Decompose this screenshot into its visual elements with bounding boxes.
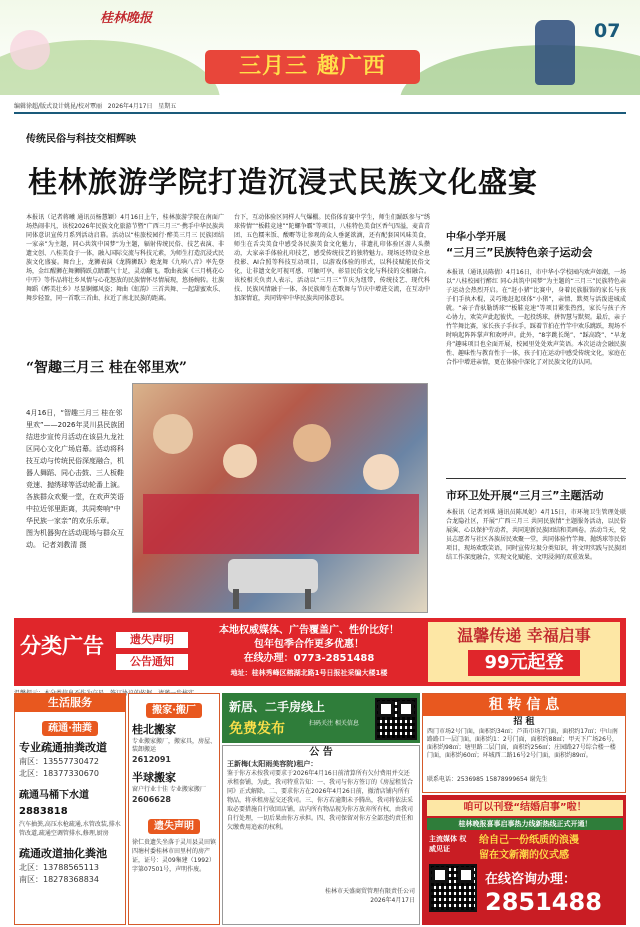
lost-notice-tag: 遗失声明 [116, 632, 188, 648]
rental-box [422, 693, 626, 793]
ad-promo-text [200, 624, 418, 680]
flower-decoration [10, 30, 50, 70]
lead-column-2: 台下，互动体验区同样人气爆棚。民俗体育赛中学生，师生们踊跃参与“绣球传情”“板鞋竞速”“陀螺争霸”等项目，八桂特色美食区香气四溢，麦苗青团、五色糯米饭、酸嘢等让参观的众人垂涎欲滴，还有配套国风味美食，师生在舌尖美食中感受各民族美食文化魅力，非遗扎印体验区游人头攒动，大家亲手体验扎印技艺，感受传统技艺的独特魅力。现场还特设全息投影、AI合照等科技互动项目，以游戏体验的形式，以科技赋能民俗文化，让非遗文化可视可感、可触可享，彰显民俗文化与科技的交相融合。该校相关负责人表示，活动以“三月三”节庆为纽带，传统技艺、现代科技、民族风情融于一体，各民族师生在歌舞与节庆中增进交流，在互动中加深情谊，共同铸牢中华民族共同体意识。 [234, 214, 430, 302]
notice-recipient: 王新梅(太阳雨美容院)租户： [227, 760, 318, 768]
moving2-desc: 窗户行业十佳 专业搬家搬厂 [132, 786, 206, 793]
moving1-desc: 专业搬家搬厂，搬家具，房屋、装卸搬运 [132, 738, 217, 753]
wedding-notice-box [422, 795, 626, 925]
notice-title: 公 告 [309, 747, 333, 758]
photo-figure [153, 414, 193, 454]
qr-code-icon[interactable] [375, 698, 417, 740]
notice-date: 2026年4月17日 [370, 897, 415, 904]
wedding-phone-label: 在线咨询办理： [485, 872, 577, 887]
editor-line [14, 101, 176, 110]
ad-promo-line2: 包年包季合作更多优惠！ [254, 639, 364, 650]
photo-figure [293, 424, 331, 462]
page-banner [0, 0, 640, 95]
feature-caption-text: 4月16日，“智趣三月三 桂在邻里欢”——2026年灵川县民族团结进步宣传月活动在该县九龙社区同心文化广场启幕。活动将科技互动与传统民俗深度融合，机器人舞蹈、同心击鼓、三人板鞋竞速、抛绣球等活动轮番上演。各族群众欢聚一堂，在欢声笑语中拉近邻里距离，共同奏响“中华民族一家亲”的欢乐乐章。 [26, 409, 125, 525]
story-divider [446, 478, 626, 479]
ad-promo-line1: 本地权威媒体、广告覆盖广、性价比好！ [219, 625, 399, 636]
banner-hill [400, 45, 640, 95]
septic-ad-title: 疏通改道抽化粪池 [19, 847, 107, 860]
page-number: 07 [594, 20, 621, 42]
wedding-notice-ad [428, 622, 620, 682]
classified-ads-title: 分类广告 [20, 634, 104, 658]
wedding-phone: 2851488 [485, 888, 602, 916]
wedding-box3: 留在文新潮的仪式感 [479, 850, 569, 861]
edition-title: 三月三 趣广西 [205, 50, 420, 84]
feature-caption [26, 407, 126, 607]
rental-body: 西门市场2号门面，面积约34㎡；芦笛市场7门面，面积约17㎡；中山南路路口一层门面，面积约1：2号门面，面积约88㎡；甲天下广场26号，面积约98㎡；塘里路二层门面，面积约256㎡；庄园路27号综合楼一楼门面，面积约60㎡；环城西二路16号2号门面，面积约89㎡。 [427, 728, 618, 759]
issue-weekday: 星期五 [158, 103, 177, 110]
promo-line1: 新居、二手房线上 [229, 700, 326, 714]
rental-header: 租 转 信 息 [423, 694, 625, 716]
moving-box [128, 693, 220, 925]
notice-signature: 桂林市天盛商贸管理有限责任公司 [324, 888, 415, 895]
feature-photo [132, 383, 428, 613]
life-services-box [14, 693, 126, 925]
wedding-headline: 咱可以刊登“结婚启事”啦！ [427, 800, 623, 816]
story2-title: “三月三”民族特色亲子运动会 [446, 246, 593, 259]
rental-phone: 联系电话：2536985 15878999654 谢先生 [427, 776, 548, 783]
plumbing-ad-title: 专业疏通抽粪改道 [19, 741, 107, 754]
ad-promo-line3: 在线办理：0773-2851488 [243, 653, 375, 664]
header-divider [14, 112, 626, 114]
moving2-name: 半球搬家 [132, 771, 176, 784]
story3-body: 本报讯（记者刘琪 通讯员陈凤妮）4月15日，市环境卫生管理处联合龙隐社区，开展“广西三月三 共同民族情”主题服务活动，以民俗展演、心以保护劳动者，共同迎新民族团结和美画卷。活动当天，党员志愿者与社区各族居民欢聚一堂，共同体验竹竿舞、抛绣球等民俗项目，现场欢歌笑语，同时宣传垃圾分类知识，将文明实践与民族团结工作深度融合，实现文化赋能、文明浸润的双重效果。 [446, 509, 626, 561]
robot-dog-leg [305, 589, 311, 609]
costume-figure-decoration [535, 20, 575, 85]
promo-side: 扫码关注 相关信息 [309, 720, 359, 727]
photo-figure [223, 444, 257, 478]
wedding-subline: 桂林晚报喜事启事热力线新热线正式开通！ [427, 818, 623, 830]
photo-credit: 记者刘教清 摄 [42, 541, 87, 549]
lead-headline: 桂林旅游学院打造沉浸式民族文化盛宴 [28, 165, 539, 199]
story2-label [446, 225, 506, 244]
lost-notice-pill: 遗失声明 [148, 819, 200, 834]
septic-phone-north: 北区：13788565113 [19, 863, 99, 872]
wedding-box1: 主流媒体 权威见证 [429, 835, 467, 853]
ad-promo-line4: 地址：桂林秀峰区榕湖北路1号日报社采编大楼1楼 [230, 669, 388, 677]
plumbing-pill: 疏通·抽粪 [42, 721, 98, 736]
public-notice-box [222, 745, 420, 925]
plumbing-phone-south: 南区：13557730472 [19, 757, 99, 766]
photo-figure [363, 454, 399, 490]
newspaper-logo: 桂林晚报 [100, 11, 153, 26]
wedding-box2: 给自己一份纸质的浪漫 [479, 835, 579, 846]
lead-kicker: 传统民俗与科技交相辉映 [26, 134, 136, 145]
notice-body: 鉴于你方未按我司要求于2026年4月16日前清算所有欠付费用并交还承租套铺，为此，我司特重告知：一、我司与你方签订的《房屋租赁合同》正式解除。二、要求你方在2026年4月26日前，撤清店铺内所有物品，将承租房屋交还我司。三、你方若逾期未予腾出，我司将依法采取必要措施自行收回店铺，店内所有物品视为你方放弃所有权，由我司自行处理，一切后果由你方承担。四、我司保留对你方全部违约责任和欠缴费用追索的权利。 [227, 770, 414, 831]
moving2-phone: 2606628 [132, 795, 171, 804]
life-services-header: 生活服务 [15, 694, 125, 712]
photo-note: 图为机器狗在活动现场与群众互动。 [26, 529, 124, 549]
rental-title: 招 租 [513, 717, 535, 727]
lost-notice-text: 徐仁贵遗失坐落于灵川县灵田镇四塘村委桂林市田里村的房产证，证号：灵09集建（1992）字第07501号，声明作废。 [132, 839, 217, 873]
moving1-phone: 2612091 [132, 755, 171, 764]
robot-dog-leg [233, 589, 239, 609]
moving-pill: 搬家·搬厂 [146, 703, 202, 718]
story2-label-text: 中华小学开展 [446, 232, 506, 243]
septic-phone-south: 南区：18278368834 [19, 875, 99, 884]
editors-names: 编辑徐超/版式设计姚昆/校对覃丽 [14, 103, 103, 110]
promo-line2: 免费发布 [229, 721, 285, 737]
wedding-ad-line: 温馨传递 幸福启事 [457, 626, 591, 645]
wedding-qr-code-icon[interactable] [429, 864, 477, 912]
announcement-tag: 公告通知 [116, 654, 188, 670]
photo-costumes [143, 494, 419, 554]
issue-date: 2026年4月17日 [107, 103, 153, 110]
classified-ad-bar [14, 618, 626, 686]
feature-subtitle: “智趣三月三 桂在邻里欢” [26, 360, 187, 376]
listing-promo-box [222, 693, 420, 743]
lead-column-1: 本报讯（记者蒋曦 通讯员杨慧颖）4月16日上午，桂林旅游学院在南面广场热闹非凡，该校2026年民族文化旅游节暨“广西三月三”·携手中华民族共同体意识宣传月系列活动启幕。活动以“桂旅校园行·醉美三月三 民族团结一家亲”为主题，同心共筑中国梦”为主题，辐射传统民俗、技艺表演、非遗文创、八桂美食于一体，融入国际交流与科技元素，为师生打造沉浸式民族文化盛宴。舞台上，龙狮表演《龙腾狮跃》炮龙舞《九响八音》率先登场，金红醒狮在舞狮腾跃点睛霸气十足，灵动翻飞。歌曲表演《三月桃花心中开》等作品将壮乡风情与心花怒放的民族情怀尽情展现，悠扬婉转。壮族舞蹈《醉美壮乡》尽显婀娜风姿；舞曲《虹韵》三首共舞、一起甜蜜欢乐、舞步轻盈，同一首歌三首曲、拉近了南北民族的距离。 [26, 214, 224, 302]
moving1-name: 桂北搬家 [132, 723, 176, 736]
wedding-ad-price: 99元起登 [468, 650, 580, 676]
toilet-ad-title: 疏通马桶下水道 2883818 [19, 790, 89, 817]
robot-dog [228, 559, 318, 593]
plumbing-phone-north: 北区：18377330670 [19, 769, 99, 778]
story3-title: 市环卫处开展“三月三”主题活动 [446, 489, 604, 502]
toilet-ad-lines: 汽车抽粪,高压水枪疏通,水管改装,排水管改道,疏通空调管排水,修理,厨房 [19, 821, 121, 837]
story2-body: 本报讯（通讯员陈倩）4月16日，市中华小学校园内欢声如潮，一场以“八桂校园行醉红 同心共筑中国梦”为主题的“三月三”民族特色亲子运动会热烈开启。在“赶小猪”比赛中，身着民族服饰的家长与孩子们手执木棍，灵巧地赶起球体“小猪”，亲情、默契与活泼进城成就。“亲子背驮勒绣球”“板鞋竞速”等项目紧张热烈，家长与孩子齐心协力，欢笑声此起彼伏，一起投绣球，拼智慧与默契。最后，亲子竹竿舞比赛，家长孩子手拉手，踩着节拍在竹竿中欢乐跳跃，现场不时响起阵阵掌声和欢呼声。此外，“8字跳长绳”、“踩高跷”、“早龙舟”趣味项目也全面开展，校园里处处欢声笑语。本次运动会融民族性、趣味性与教育性于一体，孩子们在运动中感受传统文化，家庭在合作中增进亲情，更在体验中深化了对民族文化的认同。 [446, 269, 626, 366]
